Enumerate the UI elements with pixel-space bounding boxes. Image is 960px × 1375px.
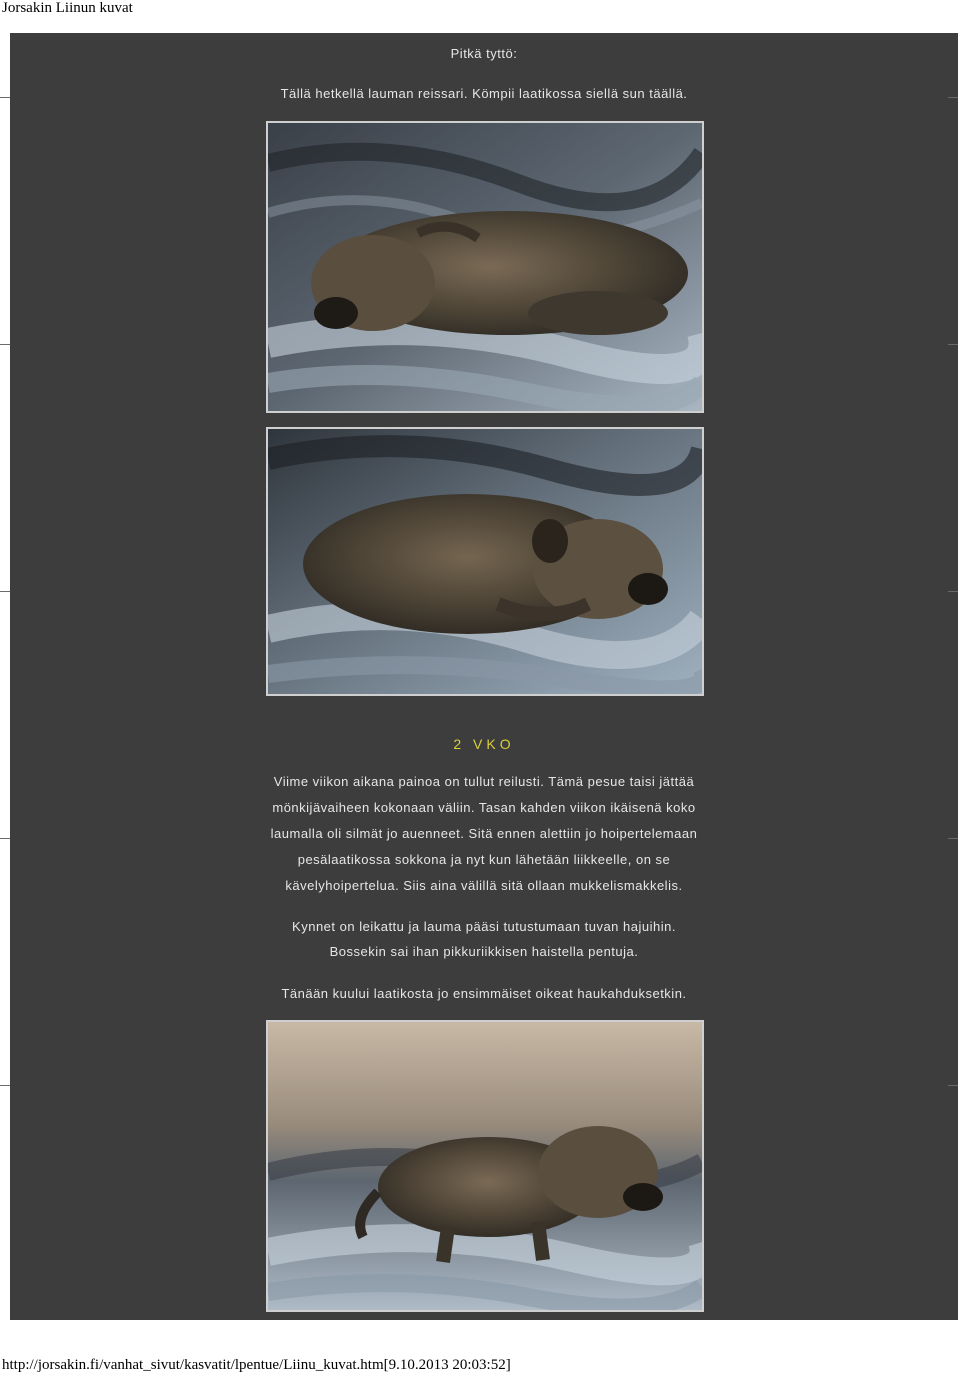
left-tick [0, 344, 10, 345]
bark-line: Tänään kuului laatikosta jo ensimmäiset oikeat haukahduksetkin. [281, 986, 687, 1001]
paragraph-line: pesälaatikossa sokkona ja nyt kun lähetään liikkeelle, on se [297, 852, 671, 867]
page-header: Jorsakin Liinun kuvat [2, 0, 133, 16]
puppy-photo-sleeping-right [266, 427, 704, 696]
page-footer-url: http://jorsakin.fi/vanhat_sivut/kasvatit/lpentue/Liinu_kuvat.htm[9.10.2013 20:03:52] [2, 1357, 511, 1373]
paragraph-line: laumalla oli silmät jo auenneet. Sitä ennen alettiin jo hoipertelemaan [270, 826, 698, 841]
section-description: Tällä hetkellä lauman reissari. Kömpii laatikossa siellä sun täällä. [280, 86, 688, 101]
paragraph-line: kävelyhoipertelua. Siis aina välillä sitä ollaan mukkelismakkelis. [285, 878, 683, 893]
paragraph-line: Viime viikon aikana painoa on tullut reilusti. Tämä pesue taisi jättää [273, 774, 695, 789]
nails-line: Kynnet on leikattu ja lauma pääsi tutustumaan tuvan hajuihin. [292, 919, 676, 934]
week-heading: 2 VKO [453, 736, 515, 752]
left-tick [0, 97, 10, 98]
right-tick [948, 1085, 958, 1086]
left-tick [0, 838, 10, 839]
content-panel [10, 33, 958, 1320]
nails-line: Bossekin sai ihan pikkuriikkisen haistella pentuja. [329, 944, 639, 959]
paragraph-line: mönkijävaiheen kokonaan väliin. Tasan kahden viikon ikäisenä koko [272, 800, 696, 815]
left-tick [0, 1085, 10, 1086]
section-title: Pitkä tyttö: [450, 46, 518, 61]
puppy-photo-crawling [266, 1020, 704, 1312]
right-tick [948, 344, 958, 345]
puppy-photo-sleeping-left [266, 121, 704, 413]
right-tick [948, 591, 958, 592]
left-tick [0, 591, 10, 592]
